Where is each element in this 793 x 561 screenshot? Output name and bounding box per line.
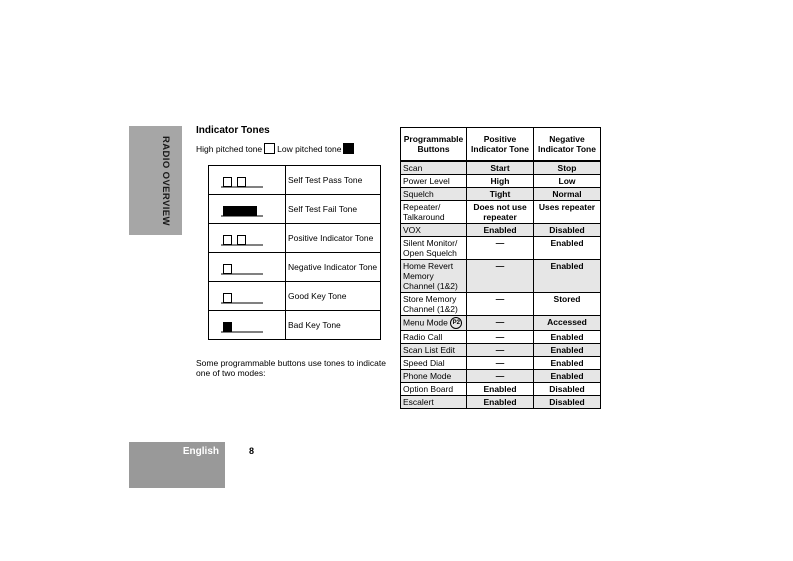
legend-low-label: Low pitched tone	[277, 143, 342, 154]
button-name: Escalert	[403, 397, 434, 407]
negative-tone-cell: Uses repeater	[534, 201, 601, 224]
tone-row	[209, 195, 381, 224]
negative-tone-cell: Enabled	[534, 357, 601, 370]
positive-tone-cell: —	[467, 293, 534, 316]
negative-tone-cell: Disabled	[534, 383, 601, 396]
button-name: Store Memory Channel (1&2)	[403, 294, 458, 314]
high-tone-square-icon	[264, 143, 275, 154]
button-name: Squelch	[403, 189, 434, 199]
button-name-cell	[401, 396, 467, 409]
table-header-row	[401, 128, 601, 162]
positive-tone-cell: —	[467, 331, 534, 344]
table-row	[401, 188, 601, 201]
button-name-cell	[401, 344, 467, 357]
positive-tone-cell: —	[467, 260, 534, 293]
negative-tone-cell: Accessed	[534, 316, 601, 331]
positive-tone-cell: Enabled	[467, 383, 534, 396]
tone-name: Positive Indicator Tone	[286, 224, 381, 253]
button-name-cell	[401, 175, 467, 188]
button-name: Home Revert Memory Channel (1&2)	[403, 261, 458, 291]
negative-tone-cell: Enabled	[534, 344, 601, 357]
tone-pattern-cell	[209, 166, 286, 195]
table-row	[401, 331, 601, 344]
tone-pattern-cell	[209, 253, 286, 282]
button-name: Scan	[403, 163, 423, 173]
tone-name: Good Key Tone	[286, 282, 381, 311]
button-name-cell	[401, 316, 467, 331]
negative-tone-cell: Enabled	[534, 237, 601, 260]
negative-tone-cell: Normal	[534, 188, 601, 201]
low-tone-square-icon	[343, 143, 354, 154]
button-name: VOX	[403, 225, 421, 235]
programmable-buttons-table	[400, 127, 601, 409]
positive-tone-cell: Start	[467, 161, 534, 175]
tone-row	[209, 166, 381, 195]
positive-tone-cell: Tight	[467, 188, 534, 201]
tone-row	[209, 224, 381, 253]
tone-row	[209, 253, 381, 282]
table-row	[401, 260, 601, 293]
programmable-table-body	[401, 161, 601, 409]
sidebar-section-label-wrap	[129, 126, 182, 235]
self-test-fail-pattern-icon	[209, 195, 285, 223]
negative-tone-cell: Disabled	[534, 396, 601, 409]
negative-tone-cell: Enabled	[534, 331, 601, 344]
positive-tone-cell: Enabled	[467, 396, 534, 409]
table-row	[401, 293, 601, 316]
self-test-pass-pattern-icon	[209, 166, 285, 194]
button-name-cell	[401, 161, 467, 175]
positive-tone-cell: —	[467, 316, 534, 331]
negative-tone-cell: Enabled	[534, 370, 601, 383]
positive-tone-cell: —	[467, 357, 534, 370]
table-row	[401, 383, 601, 396]
negative-tone-cell: Low	[534, 175, 601, 188]
tone-legend	[196, 143, 356, 154]
tone-pattern-cell	[209, 311, 286, 340]
positive-tone-cell: High	[467, 175, 534, 188]
negative-tone-cell: Stop	[534, 161, 601, 175]
button-name: Repeater/ Talkaround	[403, 202, 445, 222]
table-row	[401, 237, 601, 260]
positive-tone-cell: Does not use repeater	[467, 201, 534, 224]
tone-pattern-table	[208, 165, 381, 340]
button-name-cell	[401, 383, 467, 396]
button-name-cell	[401, 237, 467, 260]
button-name-cell	[401, 201, 467, 224]
tone-name: Self Test Fail Tone	[286, 195, 381, 224]
page-number: 8	[249, 446, 255, 456]
table-row	[401, 370, 601, 383]
positive-tone-cell: Enabled	[467, 224, 534, 237]
positive-tone-cell: —	[467, 344, 534, 357]
button-name-cell	[401, 331, 467, 344]
header-negative: Negative Indicator Tone	[534, 128, 601, 162]
section-title: Indicator Tones	[196, 125, 270, 136]
table-row	[401, 161, 601, 175]
modes-note: Some programmable buttons use tones to indicate one of two modes:	[196, 358, 386, 378]
negative-tone-cell: Enabled	[534, 260, 601, 293]
positive-indicator-pattern-icon	[209, 224, 285, 252]
button-name: Silent Monitor/ Open Squelch	[403, 238, 458, 258]
negative-tone-cell: Disabled	[534, 224, 601, 237]
button-name-cell	[401, 260, 467, 293]
tone-name: Self Test Pass Tone	[286, 166, 381, 195]
table-row	[401, 344, 601, 357]
tone-name: Bad Key Tone	[286, 311, 381, 340]
language-label: English	[182, 446, 219, 457]
button-name: Option Board	[403, 384, 454, 394]
tone-pattern-cell	[209, 195, 286, 224]
button-name-cell	[401, 224, 467, 237]
negative-tone-cell: Stored	[534, 293, 601, 316]
button-name: Phone Mode	[403, 371, 452, 381]
language-tab	[129, 442, 225, 488]
tone-name: Negative Indicator Tone	[286, 253, 381, 282]
tone-row	[209, 311, 381, 340]
button-name-cell	[401, 293, 467, 316]
button-name: Power Level	[403, 176, 450, 186]
tone-pattern-cell	[209, 224, 286, 253]
header-positive: Positive Indicator Tone	[467, 128, 534, 162]
table-row	[401, 201, 601, 224]
table-row	[401, 224, 601, 237]
button-name-cell	[401, 188, 467, 201]
button-name-cell	[401, 357, 467, 370]
button-name: Radio Call	[403, 332, 443, 342]
legend-high-label: High pitched tone	[196, 143, 263, 154]
menu-button-icon: P2	[450, 317, 462, 329]
positive-tone-cell: —	[467, 237, 534, 260]
good-key-pattern-icon	[209, 282, 285, 310]
negative-indicator-pattern-icon	[209, 253, 285, 281]
table-row	[401, 175, 601, 188]
tone-pattern-cell	[209, 282, 286, 311]
table-row	[401, 396, 601, 409]
button-name-cell	[401, 370, 467, 383]
sidebar-section-tab	[129, 126, 182, 235]
bad-key-pattern-icon	[209, 311, 285, 339]
table-row	[401, 357, 601, 370]
tone-row	[209, 282, 381, 311]
button-name: Scan List Edit	[403, 345, 455, 355]
button-name: Speed Dial	[403, 358, 445, 368]
header-buttons: Programmable Buttons	[401, 128, 467, 162]
table-row	[401, 316, 601, 331]
button-name: Menu Mode	[403, 317, 448, 328]
positive-tone-cell: —	[467, 370, 534, 383]
sidebar-section-label: RADIO OVERVIEW	[160, 135, 171, 226]
